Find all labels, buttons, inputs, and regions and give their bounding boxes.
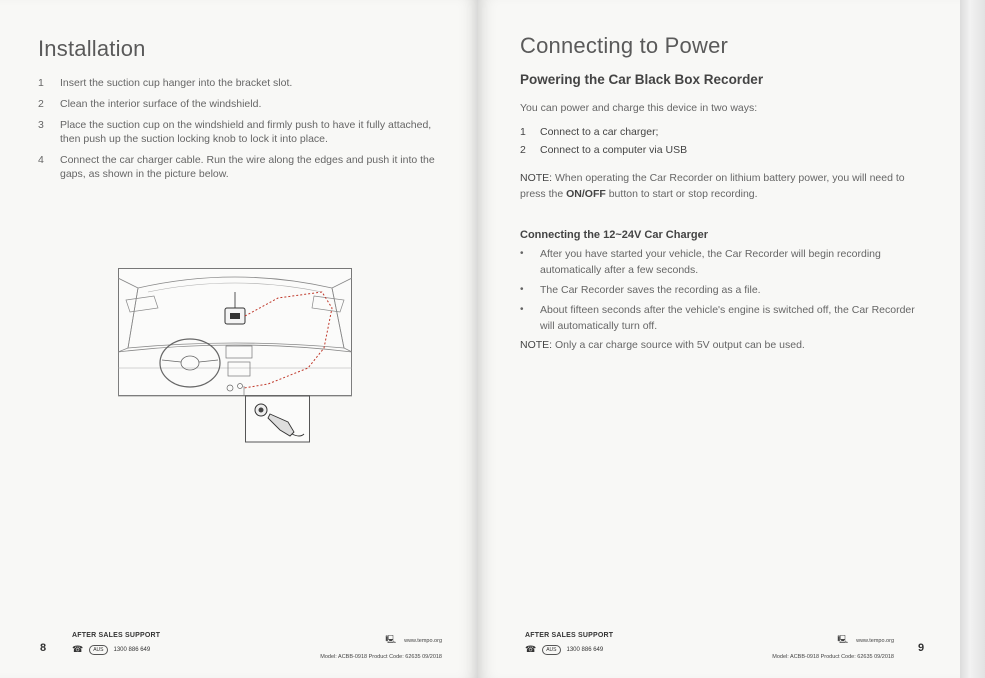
way-number: 2 xyxy=(520,144,526,156)
page-number-right: 9 xyxy=(918,642,925,654)
installation-steps xyxy=(38,76,438,188)
telephone-icon: ☎ xyxy=(72,644,84,654)
telephone-icon: ☎ xyxy=(525,644,537,654)
after-sales-support-label: AFTER SALES SUPPORT xyxy=(72,632,161,639)
page-number-left: 8 xyxy=(40,642,47,654)
bullet-text: The Car Recorder saves the recording as a file. xyxy=(540,284,761,296)
model-code: Model: ACBB-0918 Product Code: 62635 09/2018 xyxy=(772,654,894,660)
way-text: Connect to a car charger; xyxy=(540,126,659,138)
section-heading-car-charger: Connecting the 12~24V Car Charger xyxy=(520,229,708,241)
power-socket-center xyxy=(259,408,264,413)
step-item xyxy=(38,118,438,146)
section-subtitle: Powering the Car Black Box Recorder xyxy=(520,72,764,87)
step-number: 2 xyxy=(38,98,44,110)
website-text: www.tempo.org xyxy=(404,638,442,644)
step-item xyxy=(38,97,438,111)
left-page xyxy=(0,0,478,678)
phone-row xyxy=(72,644,160,655)
bullet-dot-icon: • xyxy=(520,284,524,295)
footer-support-left xyxy=(72,632,160,655)
footer-support-right xyxy=(525,632,613,655)
step-number: 4 xyxy=(38,154,44,166)
note-text: Only a car charge source with 5V output can be used. xyxy=(555,339,805,351)
note-battery xyxy=(520,170,920,202)
note-label: NOTE: xyxy=(520,172,553,184)
bullet-text: About fifteen seconds after the vehicle's engine is switched off, the Car Recorder will automatically turn off. xyxy=(540,304,915,332)
note-text-before: When operating the Car Recorder on lithium battery power, you will need to press the xyxy=(520,172,905,200)
aus-badge: AUS xyxy=(89,645,107,655)
step-text: Place the suction cup on the windshield and firmly push to have it fully attached, then push up the suction locking knob to lock it into place. xyxy=(60,119,432,145)
way-number: 1 xyxy=(520,126,526,138)
footer-model-left xyxy=(320,634,442,660)
website-row xyxy=(320,634,442,648)
step-text: Insert the suction cup hanger into the bracket slot. xyxy=(60,77,293,89)
computer-icon: 🖳 xyxy=(837,635,849,644)
step-text: Clean the interior surface of the windshield. xyxy=(60,98,262,110)
note-text-after: button to start or stop recording. xyxy=(608,188,758,200)
phone-row xyxy=(525,644,613,655)
bullet-dot-icon: • xyxy=(520,248,524,259)
way-item xyxy=(520,123,687,141)
intro-text: You can power and charge this device in two ways: xyxy=(520,102,758,114)
way-item xyxy=(520,141,687,159)
bullet-item xyxy=(520,282,920,298)
support-phone: 1300 886 649 xyxy=(113,646,151,653)
support-phone: 1300 886 649 xyxy=(566,646,604,653)
page-title-installation: Installation xyxy=(38,36,146,61)
step-text: Connect the car charger cable. Run the wire along the edges and push it into the gaps, as shown in the picture below. xyxy=(60,154,435,180)
page-title-connecting-power: Connecting to Power xyxy=(520,33,729,58)
footer-model-right xyxy=(772,634,894,660)
way-text: Connect to a computer via USB xyxy=(540,144,688,156)
charger-bullets xyxy=(520,246,920,338)
note-label: NOTE: xyxy=(520,339,553,351)
bullet-text: After you have started your vehicle, the Car Recorder will begin recording automatically after a few seconds. xyxy=(540,248,881,276)
illustration-frame xyxy=(119,269,352,396)
step-item xyxy=(38,153,438,181)
installation-illustration xyxy=(118,268,352,446)
after-sales-support-label: AFTER SALES SUPPORT xyxy=(525,632,614,639)
website-text: www.tempo.org xyxy=(856,638,894,644)
bullet-item xyxy=(520,246,920,278)
on-off-emphasis: ON/OFF xyxy=(566,188,606,200)
step-item xyxy=(38,76,438,90)
website-row xyxy=(772,634,894,648)
right-page xyxy=(478,0,960,678)
model-code: Model: ACBB-0918 Product Code: 62635 09/2018 xyxy=(320,654,442,660)
bullet-item xyxy=(520,302,920,334)
power-ways-list xyxy=(520,123,687,159)
aus-badge: AUS xyxy=(542,645,560,655)
step-number: 1 xyxy=(38,77,44,89)
note-5v-output xyxy=(520,337,805,353)
step-number: 3 xyxy=(38,119,44,131)
dash-cam-screen xyxy=(230,313,240,319)
computer-icon: 🖳 xyxy=(385,635,397,644)
book-edge xyxy=(960,0,985,678)
bullet-dot-icon: • xyxy=(520,304,524,315)
